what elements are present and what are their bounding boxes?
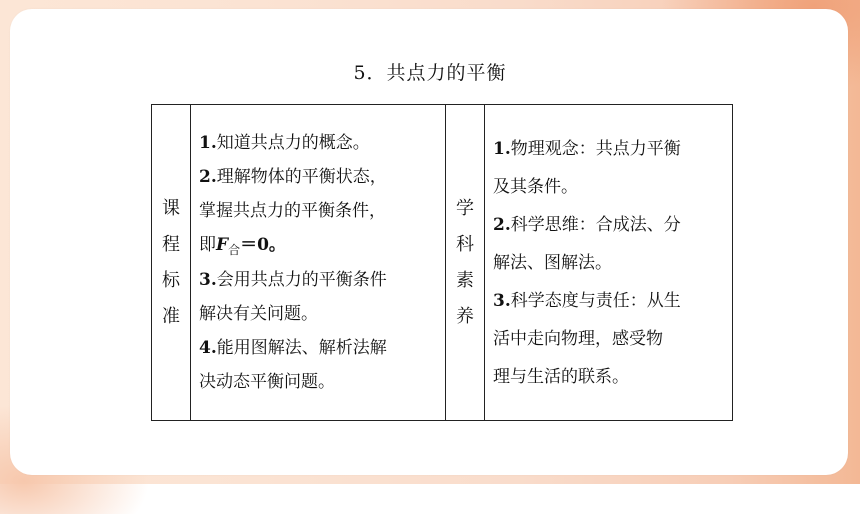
list-item: 解决有关问题。 (199, 304, 318, 324)
force-subscript: 合 (228, 243, 241, 257)
list-item: 掌握共点力的平衡条件， (199, 201, 386, 221)
list-item: 2.科学思维：合成法、分 (493, 214, 681, 235)
header-char: 科 (456, 233, 474, 255)
curriculum-standard-header (152, 105, 191, 421)
core-literacy-header (446, 105, 485, 421)
list-item: 理与生活的联系。 (493, 366, 629, 387)
header-char: 标 (162, 269, 180, 291)
list-item: 决动态平衡问题。 (199, 372, 335, 392)
standards-table (151, 104, 733, 421)
header-char: 程 (162, 233, 180, 255)
header-char: 准 (162, 305, 180, 327)
list-item: 1.知道共点力的概念。 (199, 133, 370, 153)
header-char: 素 (456, 269, 474, 291)
list-item: 及其条件。 (493, 176, 578, 197)
list-item: 3.科学态度与责任：从生 (493, 290, 681, 311)
header-char: 课 (162, 197, 180, 219)
header-char: 学 (456, 197, 474, 219)
list-item: 即$F_合=0$。 (199, 235, 286, 257)
formula-rest: ＝0。 (240, 235, 286, 255)
page-title: 5．共点力的平衡 (353, 62, 507, 84)
table-row (152, 105, 733, 421)
core-literacy-content (485, 105, 733, 421)
list-item: 解法、图解法。 (493, 252, 612, 273)
list-item: 1.物理观念：共点力平衡 (493, 138, 681, 159)
list-item: 4.能用图解法、解析法解 (199, 338, 387, 358)
header-char: 养 (456, 305, 474, 327)
force-symbol: F (216, 235, 229, 255)
list-item: 活中走向物理，感受物 (493, 328, 663, 349)
curriculum-standard-content (191, 105, 446, 421)
list-item: 2.理解物体的平衡状态， (199, 167, 387, 187)
list-item: 3.会用共点力的平衡条件 (199, 270, 387, 290)
